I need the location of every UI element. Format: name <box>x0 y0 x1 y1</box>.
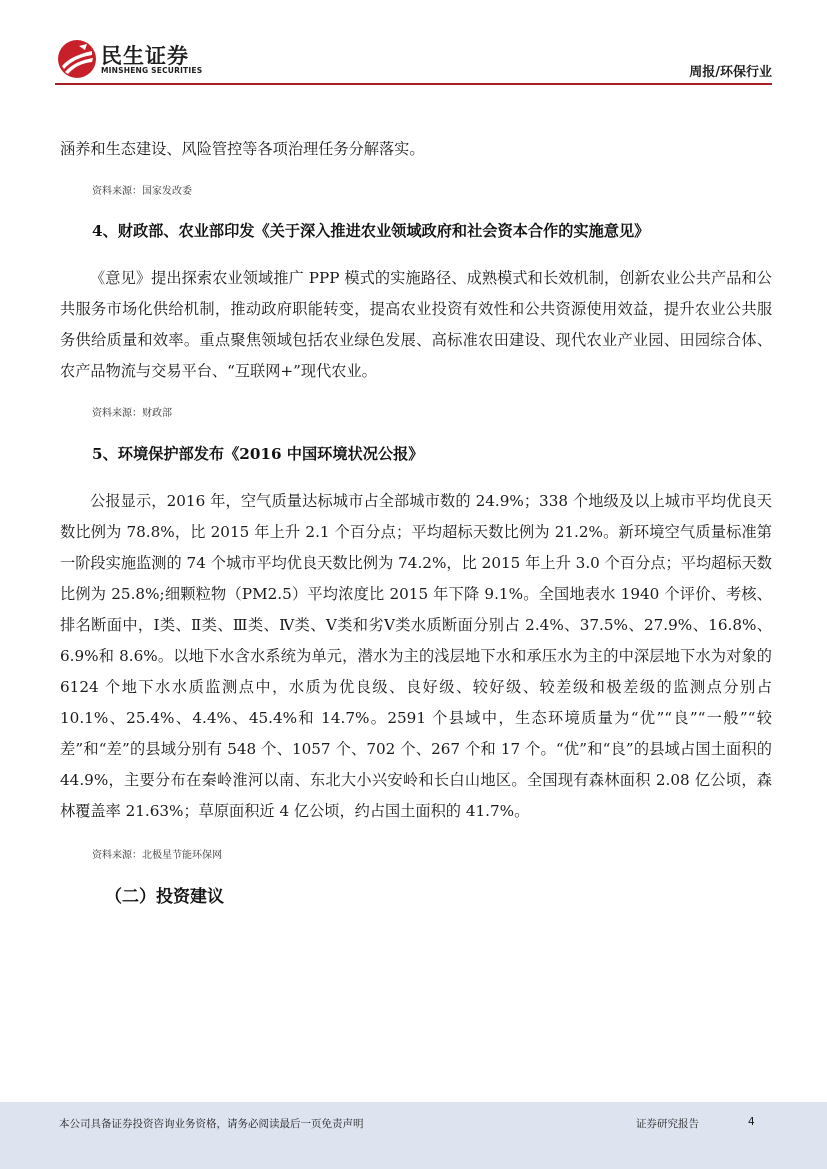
logo-english-name: MINSHENG SECURITIES <box>101 66 203 75</box>
heading-investment-advice: （二）投资建议 <box>105 887 224 907</box>
page-header <box>0 0 827 90</box>
page-footer <box>0 1102 827 1169</box>
heading-section-5: 5、环境保护部发布《2016 中国环境状况公报》 <box>92 445 424 463</box>
report-body <box>60 134 772 909</box>
footer-disclaimer: 本公司具备证券投资咨询业务资格，请务必阅读最后一页免责声明 <box>59 1118 364 1130</box>
minsheng-logo-icon <box>57 39 97 79</box>
page-number: 4 <box>748 1116 755 1128</box>
source-note-ndrc: 资料来源：国家发改委 <box>92 186 192 197</box>
footer-report-label: 证券研究报告 <box>636 1118 699 1130</box>
heading-section-4: 4、财政部、农业部印发《关于深入推进农业领域政府和社会资本合作的实施意见》 <box>92 222 650 240</box>
header-divider <box>55 83 772 85</box>
paragraph-section-5: 公报显示，2016 年，空气质量达标城市占全部城市数的 24.9%；338 个地级及以上城市平均优良天数比例为 78.8%，比 2015 年上升 2.1 个百分点；平均超标天数比例为 21.2%。新环境空气质量标准第一阶段实施监测的 74 个城市平均优良天数比例为 74.2%，比 2015 年上升 3.0 个百分点；平均超标天数比例为 25.8%;细颗粒物（PM2.5）平均浓度比 2015 年下降 9.1%。全国地表水 1940 个评价、考核、排名断面中，Ⅰ类、Ⅱ类、Ⅲ类、Ⅳ类、Ⅴ类和劣Ⅴ类水质断面分别占 2.4%、37.5%、27.9%、16.8%、6.9%和 8.6%。以地下水含水系统为单元，潜水为主的浅层地下水和承压水为主的中深层地下水为对象的 6124 个地下水水质监测点中，水质为优良级、良好级、较好级、较差级和极差级的监测点分别占 10.1%、25.4%、4.4%、45.4%和 14.7%。2591 个县域中，生态环境质量为“优”“良”“一般”“较差”和“差”的县域分别有 548 个、1057 个、702 个、267 个和 17 个。“优”和“良”的县域占国土面积的 44.9%，主要分布在秦岭淮河以南、东北大小兴安岭和长白山地区。全国现有森林面积 2.08 亿公顷，森林覆盖率 21.63%；草原面积近 4 亿公顷，约占国土面积的 41.7%。 <box>60 492 772 820</box>
source-note-mof: 资料来源：财政部 <box>92 408 172 419</box>
intro-paragraph: 涵养和生态建设、风险管控等各项治理任务分解落实。 <box>60 140 425 158</box>
logo-chinese-name: 民生证券 <box>101 44 189 68</box>
paragraph-section-4: 《意见》提出探索农业领域推广 PPP 模式的实施路径、成熟模式和长效机制，创新农业公共产品和公共服务市场化供给机制，推动政府职能转变，提高农业投资有效性和公共资源使用效益，提升农业公共服务供给质量和效率。重点聚焦领域包括农业绿色发展、高标准农田建设、现代农业产业园、田园综合体、农产品物流与交易平台、“互联网+”现代农业。 <box>60 269 772 380</box>
logo <box>57 39 207 79</box>
source-note-bjx: 资料来源：北极星节能环保网 <box>92 850 222 861</box>
report-type: 周报/环保行业 <box>689 65 772 80</box>
